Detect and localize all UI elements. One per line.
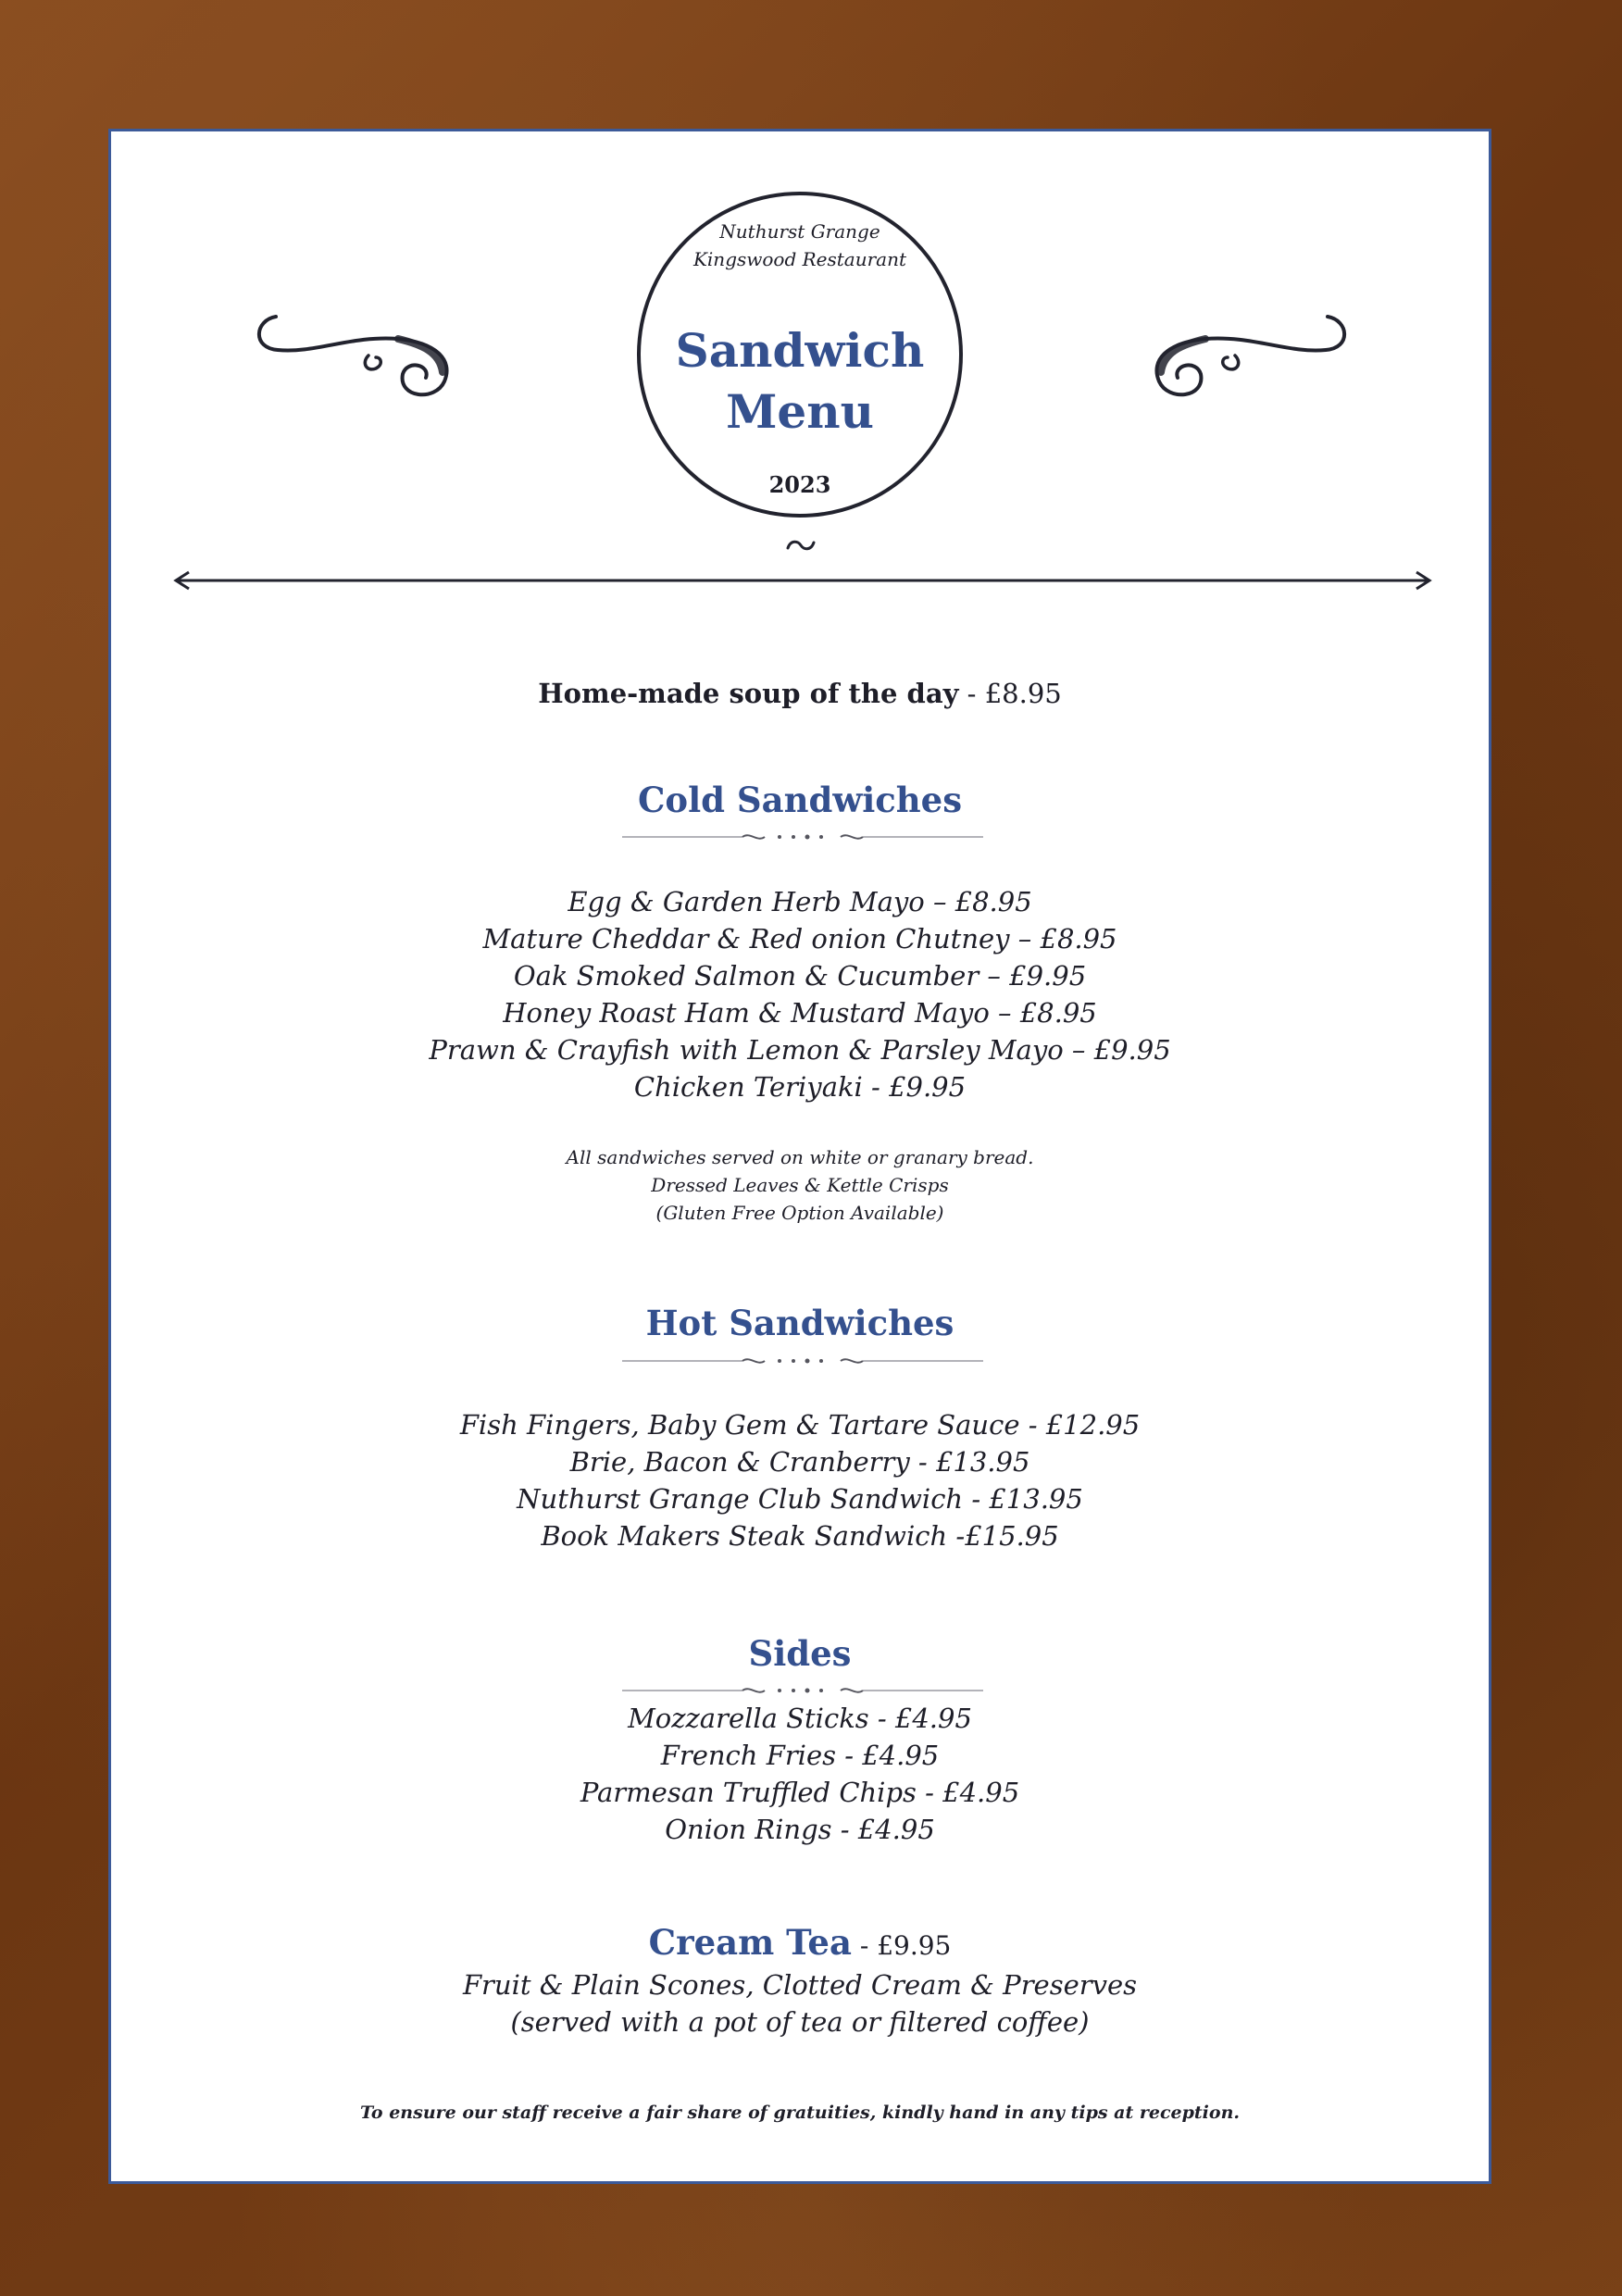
cold-sandwich-list bbox=[111, 883, 1489, 1105]
sides-heading: Sides bbox=[748, 1633, 852, 1674]
sides-list bbox=[111, 1700, 1489, 1848]
list-item: French Fries - £4.95 bbox=[660, 1740, 940, 1771]
menu-page bbox=[108, 129, 1491, 2184]
swirl-icon bbox=[785, 537, 817, 554]
list-item: Honey Roast Ham & Mustard Mayo – £8.95 bbox=[503, 997, 1097, 1029]
cream-tea-price: - £9.95 bbox=[851, 1930, 952, 1961]
list-item: Book Makers Steak Sandwich -£15.95 bbox=[541, 1520, 1059, 1552]
soup-name: Home-made soup of the day bbox=[538, 678, 959, 709]
left-flourish-icon bbox=[250, 307, 463, 409]
soup-price: - £8.95 bbox=[958, 678, 1062, 709]
note-line: Dressed Leaves & Kettle Crisps bbox=[651, 1174, 949, 1196]
hot-sandwich-list bbox=[111, 1406, 1489, 1554]
list-item: Onion Rings - £4.95 bbox=[665, 1814, 935, 1845]
section-divider-icon bbox=[622, 1354, 983, 1368]
cream-tea-heading-line bbox=[111, 1922, 1489, 1963]
list-item: Mature Cheddar & Red onion Chutney – £8.95 bbox=[482, 923, 1117, 955]
list-item: Parmesan Truffled Chips - £4.95 bbox=[580, 1777, 1020, 1808]
venue-name: Nuthurst Grange bbox=[719, 220, 880, 243]
list-item: Chicken Teriyaki - £9.95 bbox=[633, 1071, 967, 1103]
list-item: Mozzarella Sticks - £4.95 bbox=[628, 1703, 972, 1734]
arrow-divider-icon bbox=[167, 567, 1439, 594]
gratuity-notice: To ensure our staff receive a fair share of gratuities, kindly hand in any tips at reception. bbox=[359, 2103, 1241, 2123]
list-item: Nuthurst Grange Club Sandwich - £13.95 bbox=[517, 1483, 1083, 1515]
menu-title-line2: Menu bbox=[726, 384, 874, 439]
bread-notes bbox=[111, 1143, 1489, 1227]
list-item: Egg & Garden Herb Mayo – £8.95 bbox=[568, 886, 1032, 917]
right-flourish-icon bbox=[1141, 307, 1354, 409]
cold-sandwiches-heading: Cold Sandwiches bbox=[637, 780, 963, 820]
list-item: (served with a pot of tea or filtered coffee) bbox=[510, 2006, 1090, 2038]
note-line: (Gluten Free Option Available) bbox=[655, 1202, 944, 1224]
section-divider-icon bbox=[622, 1683, 983, 1698]
list-item: Fish Fingers, Baby Gem & Tartare Sauce - £12.95 bbox=[459, 1409, 1141, 1441]
list-item: Fruit & Plain Scones, Clotted Cream & Preserves bbox=[462, 1969, 1138, 2001]
header-badge bbox=[637, 192, 963, 518]
note-line: All sandwiches served on white or granary bread. bbox=[566, 1146, 1034, 1168]
menu-title-line1: Sandwich bbox=[675, 323, 925, 378]
list-item: Prawn & Crayfish with Lemon & Parsley Mayo – £9.95 bbox=[429, 1034, 1171, 1066]
cream-tea-heading: Cream Tea bbox=[648, 1922, 852, 1963]
hot-sandwiches-heading: Hot Sandwiches bbox=[645, 1303, 954, 1343]
list-item: Brie, Bacon & Cranberry - £13.95 bbox=[569, 1446, 1030, 1478]
cream-tea-description bbox=[111, 1966, 1489, 2040]
soup-line bbox=[111, 678, 1489, 709]
menu-year: 2023 bbox=[768, 471, 831, 498]
section-divider-icon bbox=[622, 830, 983, 844]
list-item: Oak Smoked Salmon & Cucumber – £9.95 bbox=[513, 960, 1087, 992]
restaurant-name: Kingswood Restaurant bbox=[692, 248, 907, 270]
